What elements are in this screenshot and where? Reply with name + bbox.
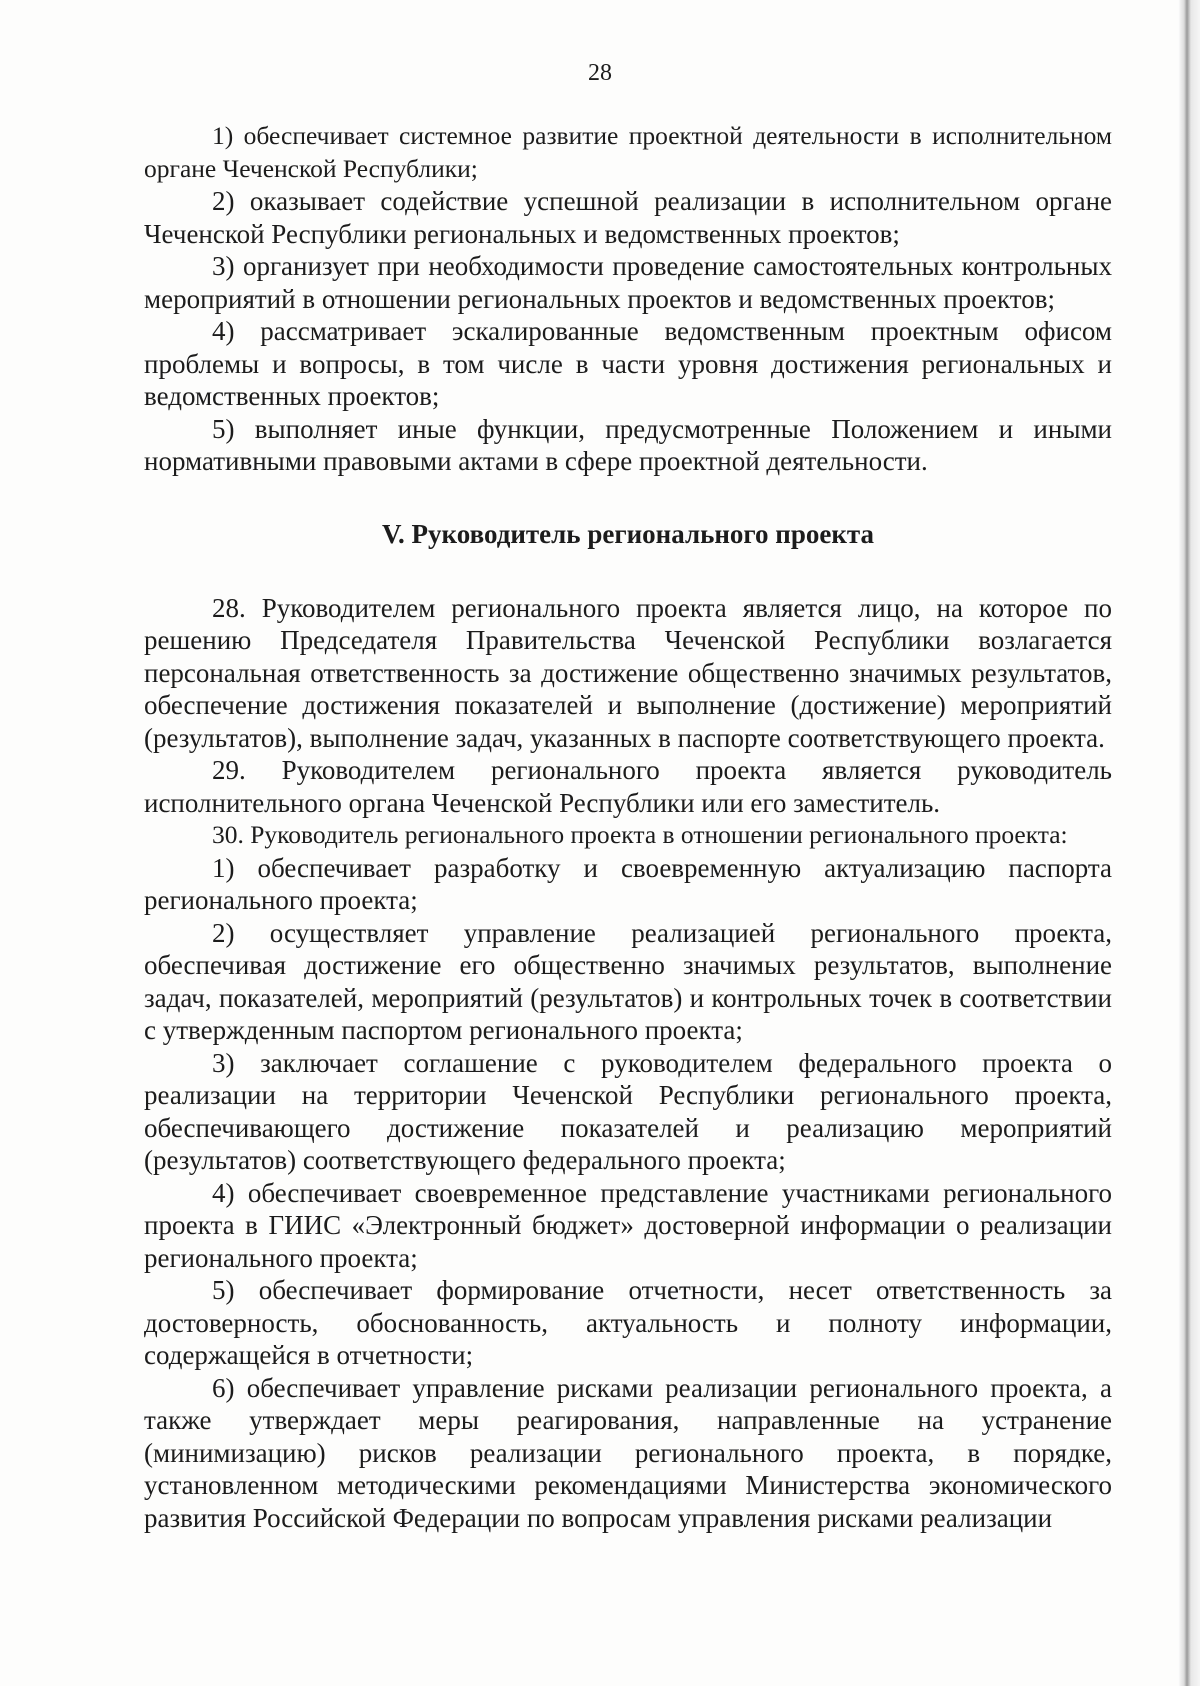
paragraph-30: 30. Руководитель регионального проекта в отношении регионального проекта: — [212, 820, 1068, 849]
document-body — [144, 120, 1112, 1534]
list-item: 5) обеспечивает формирование отчетности, несет ответственность за достоверность, обоснованность, актуальность и полноту информации, содержащейся в отчетности; — [144, 1275, 1112, 1370]
list-item: 1) обеспечивает разработку и своевременную актуализацию паспорта регионального проекта; — [144, 852, 1112, 915]
section-heading: V. Руководитель регионального проекта — [382, 518, 874, 549]
list-item: 6) обеспечивает управление рисками реализации регионального проекта, а также утверждает меры реагирования, направленные на устранение (минимизацию) рисков реализации регионального проекта, в порядке, установленном методическими рекомендациями Министерства экономического развития Российской Федерации по вопросам управления рисками реализации — [144, 1372, 1112, 1533]
list-item: 5) выполняет иные функции, предусмотренные Положением и иными нормативными правовыми актами в сфере проектной деятельности. — [144, 413, 1112, 476]
list-item: 1) обеспечивает системное развитие проектной деятельности в исполнительном органе Чеченской Республики; — [144, 121, 1112, 183]
paragraph-28: 28. Руководителем регионального проекта является лицо, на которое по решению Председателя Правительства Чеченской Республики возлагается персональная ответственность за достижение общественно значимых результатов, обеспечение достижения показателей и выполнение (достижение) мероприятий (результатов), выполнение задач, указанных в паспорте соответствующего проекта. — [144, 592, 1112, 753]
list-item: 2) осуществляет управление реализацией регионального проекта, обеспечивая достижение его общественно значимых результатов, выполнение задач, показателей, мероприятий (результатов) и контрольных точек в соответствии с утвержденным паспортом регионального проекта; — [144, 917, 1112, 1045]
page-edge-shadow — [1178, 0, 1200, 1686]
list-item: 3) заключает соглашение с руководителем федерального проекта о реализации на территории Чеченской Республики регионального проекта, обеспечивающего достижение показателей и реализацию мероприятий (результатов) соответствующего федерального проекта; — [144, 1047, 1112, 1175]
list-item: 4) обеспечивает своевременное представление участниками регионального проекта в ГИИС «Электронный бюджет» достоверной информации о реализации регионального проекта; — [144, 1177, 1112, 1273]
page-number: 28 — [588, 60, 612, 86]
list-item: 2) оказывает содействие успешной реализации в исполнительном органе Чеченской Республики региональных и ведомственных проектов; — [144, 186, 1112, 249]
paragraph-29: 29. Руководителем регионального проекта является руководитель исполнительного органа Чеченской Республики или его заместитель. — [144, 755, 1112, 818]
list-item: 3) организует при необходимости проведение самостоятельных контрольных мероприятий в отношении региональных проектов и ведомственных проектов; — [144, 251, 1112, 314]
list-item: 4) рассматривает эскалированные ведомственным проектным офисом проблемы и вопросы, в том числе в части уровня достижения региональных и ведомственных проектов; — [144, 316, 1112, 411]
